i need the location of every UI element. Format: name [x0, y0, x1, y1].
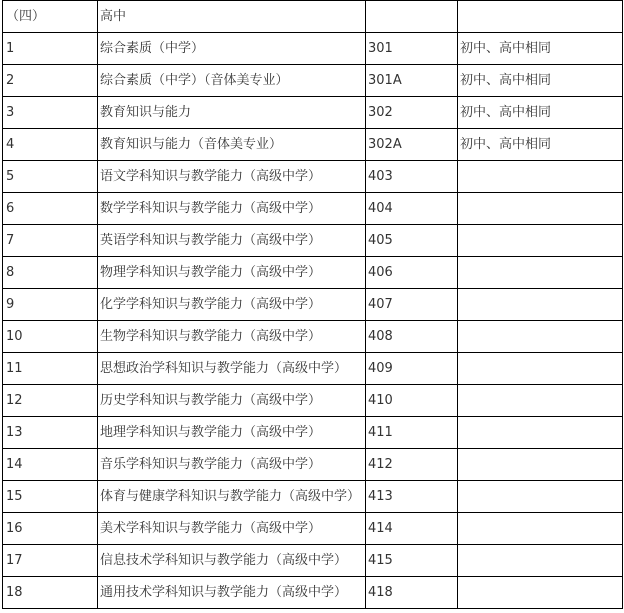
table-row — [3, 33, 623, 65]
subject-name-cell: 思想政治学科知识与教学能力（高级中学） — [98, 353, 366, 385]
subject-name-cell: 体育与健康学科知识与教学能力（高级中学） — [98, 481, 366, 513]
subject-name-cell: 语文学科知识与教学能力（高级中学） — [98, 161, 366, 193]
row-number-cell: 13 — [3, 417, 98, 449]
table-row — [3, 65, 623, 97]
subject-name-cell: 物理学科知识与教学能力（高级中学） — [98, 257, 366, 289]
table-row — [3, 289, 623, 321]
row-number-cell: 4 — [3, 129, 98, 161]
section-note-cell — [458, 1, 623, 33]
subject-code-cell: 413 — [366, 481, 458, 513]
row-number-cell: 15 — [3, 481, 98, 513]
table-row — [3, 129, 623, 161]
subject-name-cell: 英语学科知识与教学能力（高级中学） — [98, 225, 366, 257]
note-cell — [458, 545, 623, 577]
table-row — [3, 417, 623, 449]
row-number-cell: 10 — [3, 321, 98, 353]
row-number-cell: 8 — [3, 257, 98, 289]
note-cell: 初中、高中相同 — [458, 97, 623, 129]
row-number-cell: 5 — [3, 161, 98, 193]
row-number-cell: 2 — [3, 65, 98, 97]
note-cell — [458, 193, 623, 225]
section-code-cell — [366, 1, 458, 33]
subject-name-cell: 历史学科知识与教学能力（高级中学） — [98, 385, 366, 417]
subject-code-cell: 411 — [366, 417, 458, 449]
note-cell — [458, 257, 623, 289]
subject-code-cell: 404 — [366, 193, 458, 225]
section-title-cell: 高中 — [98, 1, 366, 33]
subject-name-cell: 综合素质（中学）（音体美专业） — [98, 65, 366, 97]
subject-code-cell: 302 — [366, 97, 458, 129]
note-cell — [458, 161, 623, 193]
note-cell — [458, 417, 623, 449]
subject-code-cell: 410 — [366, 385, 458, 417]
note-cell: 初中、高中相同 — [458, 129, 623, 161]
row-number-cell: 1 — [3, 33, 98, 65]
table-row — [3, 449, 623, 481]
subject-name-cell: 数学学科知识与教学能力（高级中学） — [98, 193, 366, 225]
subject-code-cell: 301A — [366, 65, 458, 97]
subject-name-cell: 化学学科知识与教学能力（高级中学） — [98, 289, 366, 321]
table-row — [3, 385, 623, 417]
subject-code-cell: 408 — [366, 321, 458, 353]
subject-name-cell: 音乐学科知识与教学能力（高级中学） — [98, 449, 366, 481]
note-cell — [458, 481, 623, 513]
subject-code-cell: 418 — [366, 577, 458, 609]
note-cell — [458, 353, 623, 385]
note-cell: 初中、高中相同 — [458, 65, 623, 97]
subject-name-cell: 通用技术学科知识与教学能力（高级中学） — [98, 577, 366, 609]
row-number-cell: 17 — [3, 545, 98, 577]
note-cell — [458, 385, 623, 417]
row-number-cell: 7 — [3, 225, 98, 257]
row-number-cell: 16 — [3, 513, 98, 545]
subject-name-cell: 教育知识与能力（音体美专业） — [98, 129, 366, 161]
note-cell — [458, 321, 623, 353]
subject-code-cell: 412 — [366, 449, 458, 481]
table-row — [3, 353, 623, 385]
table-row — [3, 513, 623, 545]
subject-code-cell: 403 — [366, 161, 458, 193]
note-cell — [458, 449, 623, 481]
note-cell — [458, 577, 623, 609]
subject-code-cell: 302A — [366, 129, 458, 161]
note-cell — [458, 225, 623, 257]
subject-code-cell: 414 — [366, 513, 458, 545]
section-number-cell: （四） — [3, 1, 98, 33]
note-cell — [458, 289, 623, 321]
subject-name-cell: 综合素质（中学） — [98, 33, 366, 65]
table-row — [3, 545, 623, 577]
table-row — [3, 481, 623, 513]
table-row — [3, 257, 623, 289]
subject-name-cell: 生物学科知识与教学能力（高级中学） — [98, 321, 366, 353]
table-row — [3, 161, 623, 193]
subject-code-cell: 301 — [366, 33, 458, 65]
row-number-cell: 6 — [3, 193, 98, 225]
subject-code-cell: 406 — [366, 257, 458, 289]
subject-code-cell: 409 — [366, 353, 458, 385]
subject-name-cell: 信息技术学科知识与教学能力（高级中学） — [98, 545, 366, 577]
subject-code-cell: 407 — [366, 289, 458, 321]
row-number-cell: 3 — [3, 97, 98, 129]
subject-name-cell: 教育知识与能力 — [98, 97, 366, 129]
subject-code-cell: 415 — [366, 545, 458, 577]
row-number-cell: 9 — [3, 289, 98, 321]
row-number-cell: 11 — [3, 353, 98, 385]
row-number-cell: 14 — [3, 449, 98, 481]
note-cell — [458, 513, 623, 545]
subject-name-cell: 美术学科知识与教学能力（高级中学） — [98, 513, 366, 545]
note-cell: 初中、高中相同 — [458, 33, 623, 65]
row-number-cell: 12 — [3, 385, 98, 417]
table-row — [3, 577, 623, 609]
table-row — [3, 97, 623, 129]
section-header-row — [3, 1, 623, 33]
subject-name-cell: 地理学科知识与教学能力（高级中学） — [98, 417, 366, 449]
subject-code-cell: 405 — [366, 225, 458, 257]
table-row — [3, 321, 623, 353]
table-row — [3, 225, 623, 257]
exam-subject-table — [2, 0, 623, 609]
row-number-cell: 18 — [3, 577, 98, 609]
table-row — [3, 193, 623, 225]
table-body — [3, 1, 623, 609]
